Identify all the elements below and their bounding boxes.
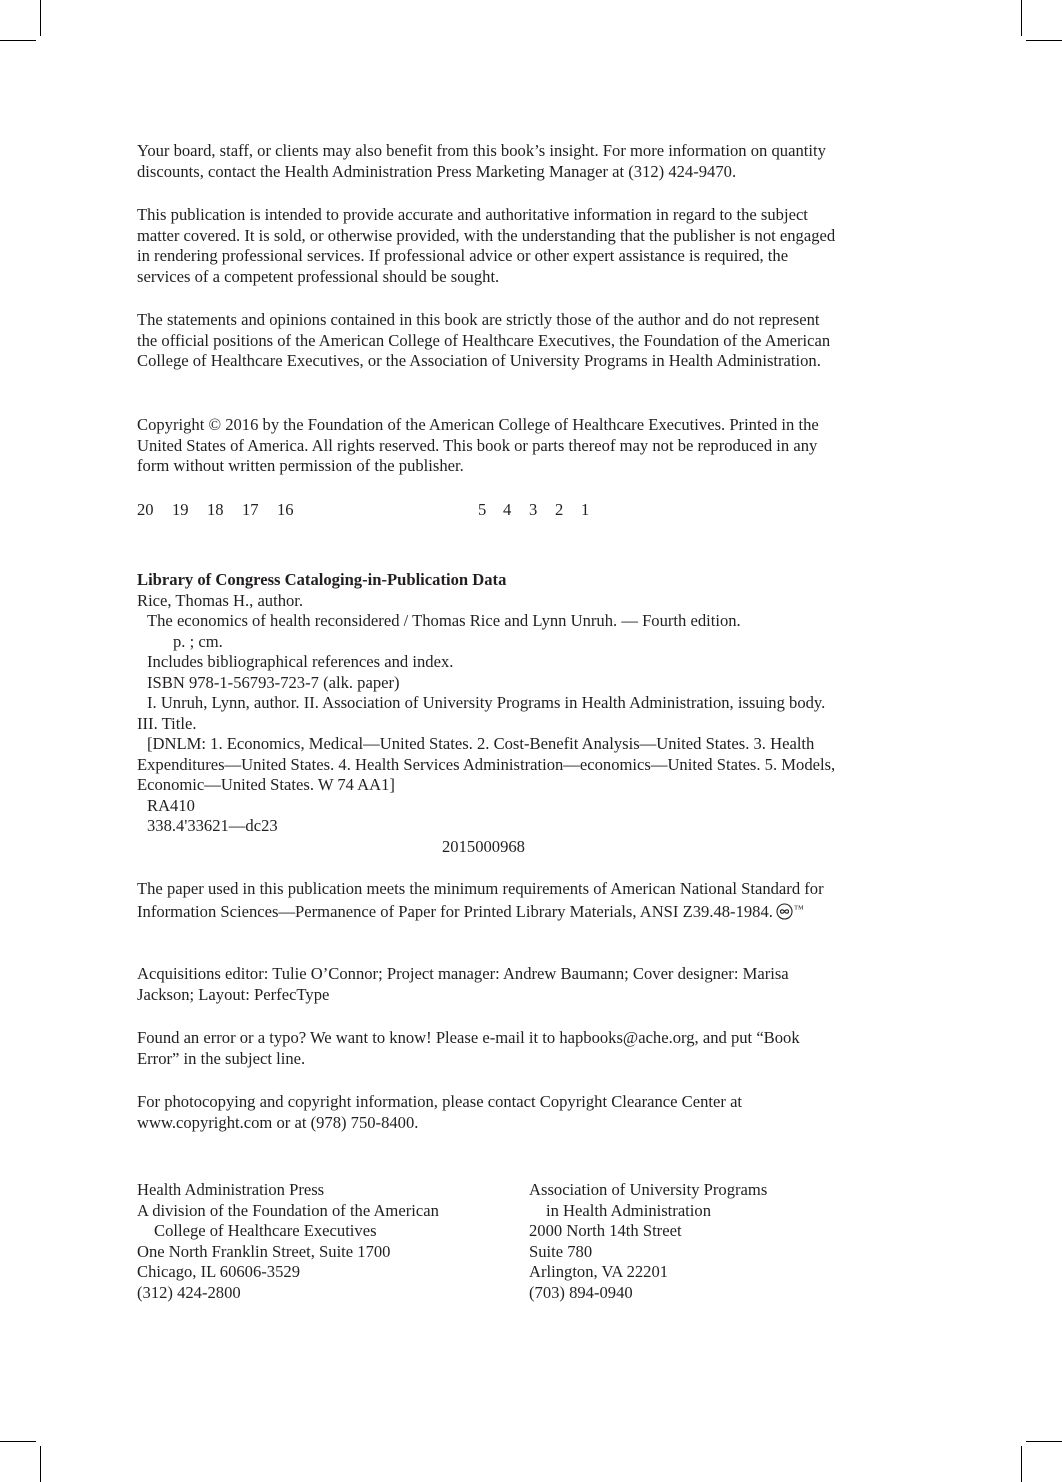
copublisher-name: Association of University Programs xyxy=(529,1180,768,1199)
crop-mark-top-right-v xyxy=(1021,0,1022,36)
print-impression: 5 xyxy=(478,500,487,519)
crop-mark-bottom-left-v xyxy=(40,1446,41,1482)
print-year: 20 xyxy=(137,500,154,519)
photocopy-notice: For photocopying and copyright information, please contact Copyright Clearance Center at www.copyright.com or at (978) 750-8400. xyxy=(137,1092,743,1132)
crop-mark-top-left-h xyxy=(0,40,36,41)
cip-heading: Library of Congress Cataloging-in-Publication Data xyxy=(137,570,507,589)
permanence-infinity-icon xyxy=(776,903,793,926)
crop-mark-bottom-left-h xyxy=(0,1441,36,1442)
print-impression: 1 xyxy=(581,500,590,519)
copublisher-suite: Suite 780 xyxy=(529,1241,593,1261)
copublisher-address xyxy=(529,1180,849,1303)
errata-notice: Found an error or a typo? We want to know! Please e-mail it to hapbooks@ache.org, and put “Book Error” in the subject line. xyxy=(137,1028,800,1068)
publisher-name: Health Administration Press xyxy=(137,1180,325,1199)
crop-mark-top-left-v xyxy=(40,0,41,36)
crop-mark-bottom-right-h xyxy=(1026,1441,1062,1442)
print-year: 18 xyxy=(207,500,224,519)
cip-isbn: ISBN 978-1-56793-723-7 (alk. paper) xyxy=(147,672,400,692)
copublisher-city: Arlington, VA 22201 xyxy=(529,1262,669,1281)
cip-dewey: 338.4'33621—dc23 xyxy=(147,816,278,835)
cip-lc-class: RA410 xyxy=(147,795,195,815)
cip-lccn: 2015000968 xyxy=(442,836,525,856)
publisher-division: A division of the Foundation of the American xyxy=(137,1200,439,1220)
cip-dnlm: [DNLM: 1. Economics, Medical—United States. 2. Cost-Benefit Analysis—United States. 3. Health Expenditures—United States. 4. Health Services Administration—economics—United States. 5. Models, Economic—United States. W 74 AA1] xyxy=(137,734,836,794)
crop-mark-top-right-h xyxy=(1026,40,1062,41)
print-impression: 3 xyxy=(529,500,538,519)
opinions-notice: The statements and opinions contained in this book are strictly those of the author and do not represent the official positions of the American College of Healthcare Executives, the Foundation of the American College of Healthcare Executives, or the Association of University Programs in Health Administration. xyxy=(137,310,831,370)
copublisher-street: 2000 North 14th Street xyxy=(529,1221,682,1240)
copyright-notice: Copyright © 2016 by the Foundation of the American College of Healthcare Executives. Printed in the United States of America. All rights reserved. This book or parts thereof may not be reproduced in any form without written permission of the publisher. xyxy=(137,415,819,475)
cip-bibliography: Includes bibliographical references and index. xyxy=(147,652,454,671)
credits-line: Acquisitions editor: Tulie O’Connor; Project manager: Andrew Baumann; Cover designer: Marisa Jackson; Layout: PerfecType xyxy=(137,964,789,1004)
publisher-division-cont: College of Healthcare Executives xyxy=(154,1221,377,1240)
paper-permanence-notice xyxy=(137,879,842,925)
print-year: 16 xyxy=(277,500,294,519)
publisher-phone: (312) 424-2800 xyxy=(137,1282,241,1302)
copublisher-name-cont: in Health Administration xyxy=(546,1200,711,1220)
print-impression: 4 xyxy=(503,500,512,519)
cip-author: Rice, Thomas H., author. xyxy=(137,590,304,610)
cip-tracings: I. Unruh, Lynn, author. II. Association of University Programs in Health Administration, issuing body. III. Title. xyxy=(137,693,826,733)
cip-physical: p. ; cm. xyxy=(173,631,223,651)
copublisher-phone: (703) 894-0940 xyxy=(529,1282,633,1302)
disclaimer-notice: This publication is intended to provide accurate and authoritative information in regard to the subject matter covered. It is sold, or otherwise provided, with the understanding that the publisher is not engaged in rendering professional services. If professional advice or other expert assistance is required, the services of a competent professional should be sought. xyxy=(137,205,836,286)
cip-title: The economics of health reconsidered / Thomas Rice and Lynn Unruh. — Fourth edition. xyxy=(147,611,741,630)
print-year: 17 xyxy=(242,500,259,519)
cip-data-block xyxy=(137,570,842,857)
publisher-city: Chicago, IL 60606-3529 xyxy=(137,1262,300,1281)
publisher-address xyxy=(137,1180,517,1303)
print-year: 19 xyxy=(172,500,189,519)
print-impression: 2 xyxy=(555,500,564,519)
crop-mark-bottom-right-v xyxy=(1021,1446,1022,1482)
trademark-symbol: ™ xyxy=(793,903,804,915)
publisher-street: One North Franklin Street, Suite 1700 xyxy=(137,1241,391,1261)
bulk-sales-notice: Your board, staff, or clients may also benefit from this book’s insight. For more information on quantity discounts, contact the Health Administration Press Marketing Manager at (312) 424-9470. xyxy=(137,141,826,181)
paper-permanence-text: The paper used in this publication meets the minimum requirements of American National Standard for Information Sciences—Permanence of Paper for Printed Library Materials, ANSI Z39.48-1984. xyxy=(137,879,824,921)
